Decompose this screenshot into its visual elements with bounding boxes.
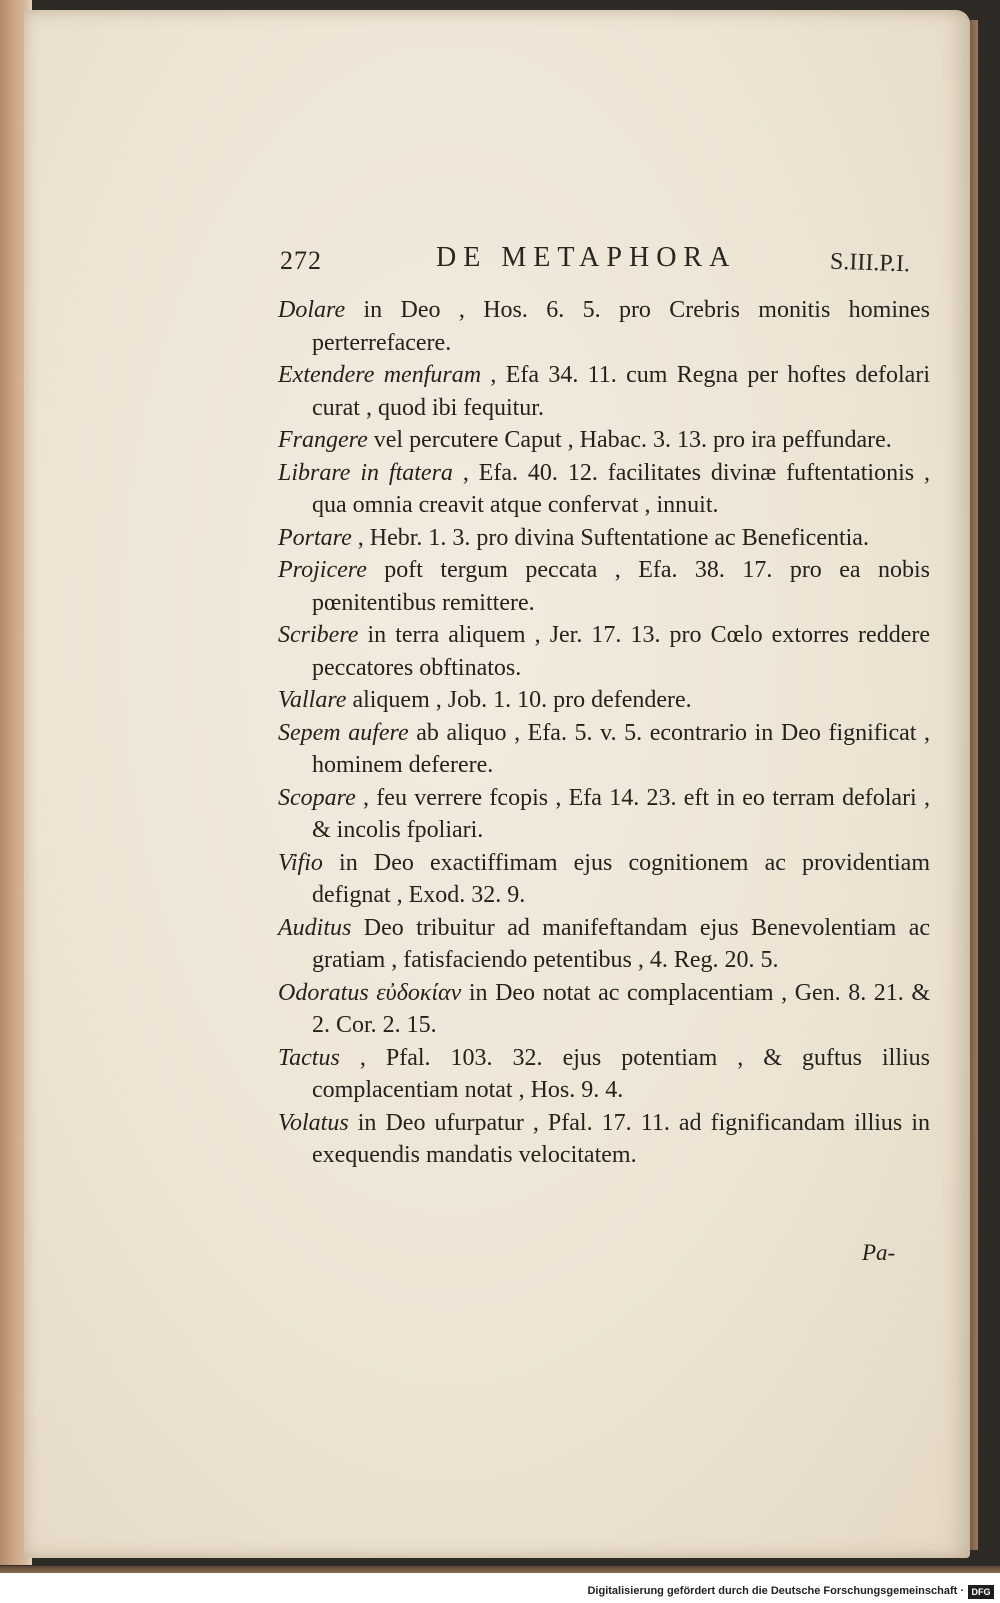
book-bottom-edge (0, 1566, 1000, 1573)
entry (278, 1107, 930, 1172)
entry-term: Odoratus εὐδοκίαν (278, 979, 462, 1006)
entry (278, 782, 930, 847)
entry-list (278, 294, 930, 1172)
entry-text: , Efa 34. 11. cum Regna per hoftes defolari curat , quod ibi fequitur. (312, 362, 930, 421)
entry-term: Vallare (278, 687, 347, 713)
entry-term: Portare (278, 524, 352, 551)
running-title: DE METAPHORA (436, 242, 737, 273)
entry (278, 1042, 930, 1107)
entry-text: , Hebr. 1. 3. pro divina Suftentatione ac Beneficentia. (351, 524, 869, 551)
entry (278, 294, 930, 359)
entry (278, 424, 930, 457)
entry (278, 977, 930, 1042)
entry-text: , Efa. 40. 12. facilitates divinæ fuftentationis , qua omnia creavit atque confervat , innuit. (312, 459, 930, 518)
entry-text: aliquem , Job. 1. 10. pro defendere. (346, 687, 692, 713)
entry (278, 619, 930, 684)
entry (278, 912, 930, 977)
entry (278, 847, 930, 912)
entry (278, 522, 930, 555)
entry-term: Sepem aufere (278, 719, 409, 746)
entry-term: Scopare (278, 784, 356, 811)
entry-text: ab aliquo , Efa. 5. v. 5. econtrario in Deo fignificat , hominem deferere. (312, 719, 931, 778)
entry-term: Auditus (278, 914, 352, 941)
section-mark: S.III.P.I. (829, 248, 911, 278)
entry-text: in Deo notat ac complacentiam , Gen. 8. 21. & 2. Cor. 2. 15. (312, 979, 930, 1038)
catchword: Pa- (862, 1240, 896, 1265)
entry (278, 359, 930, 424)
entry (278, 684, 930, 717)
entry-text: in Deo exactiffimam ejus cognitionem ac providentiam defignat , Exod. 32. 9. (312, 849, 930, 908)
entry (278, 554, 930, 619)
page-header (278, 238, 930, 284)
entry-term: Tactus (278, 1044, 340, 1071)
entry-term: Volatus (278, 1109, 349, 1136)
entry-text: in Deo ufurpatur , Pfal. 17. 11. ad fignificandam illius in exequendis mandatis velocitatem. (312, 1109, 930, 1168)
entry-term: Vifio (278, 849, 323, 876)
entry-term: Dolare (278, 297, 346, 323)
entry-text: poft tergum peccata , Efa. 38. 17. pro ea nobis pœnitentibus remittere. (312, 557, 930, 616)
entry-text: in terra aliquem , Jer. 17. 13. pro Cœlo extorres reddere peccatores obftinatos. (312, 622, 930, 681)
entry-term: Scribere (278, 622, 359, 648)
entry-term: Frangere (278, 427, 368, 453)
dfg-logo: DFG (968, 1585, 994, 1599)
entry-text: , Pfal. 103. 32. ejus potentiam , & guftus illius complacentiam notat , Hos. 9. 4. (312, 1044, 930, 1103)
footer-bar (0, 1566, 1000, 1603)
entry-term: Librare in ftatera (278, 459, 453, 486)
digitization-credit: Digitalisierung gefördert durch die Deutsche Forschungsgemeinschaft · (587, 1585, 964, 1597)
entry-text: , feu verrere fcopis , Efa 14. 23. eft in eo terram defolari , & incolis fpoliari. (312, 784, 930, 843)
entry (278, 717, 930, 782)
entry-text: in Deo , Hos. 6. 5. pro Crebris monitis homines perterrefacere. (312, 297, 930, 356)
entry-term: Extendere menfuram (278, 362, 482, 388)
entry-term: Projicere (278, 557, 367, 583)
entry-text: Deo tribuitur ad manifeftandam ejus Benevolentiam ac gratiam , fatisfaciendo petentibus , 4. Reg. 20. 5. (312, 914, 930, 973)
entry-text: vel percutere Caput , Habac. 3. 13. pro ira peffundare. (367, 427, 892, 453)
entry (278, 457, 930, 522)
page-number: 272 (280, 246, 322, 275)
